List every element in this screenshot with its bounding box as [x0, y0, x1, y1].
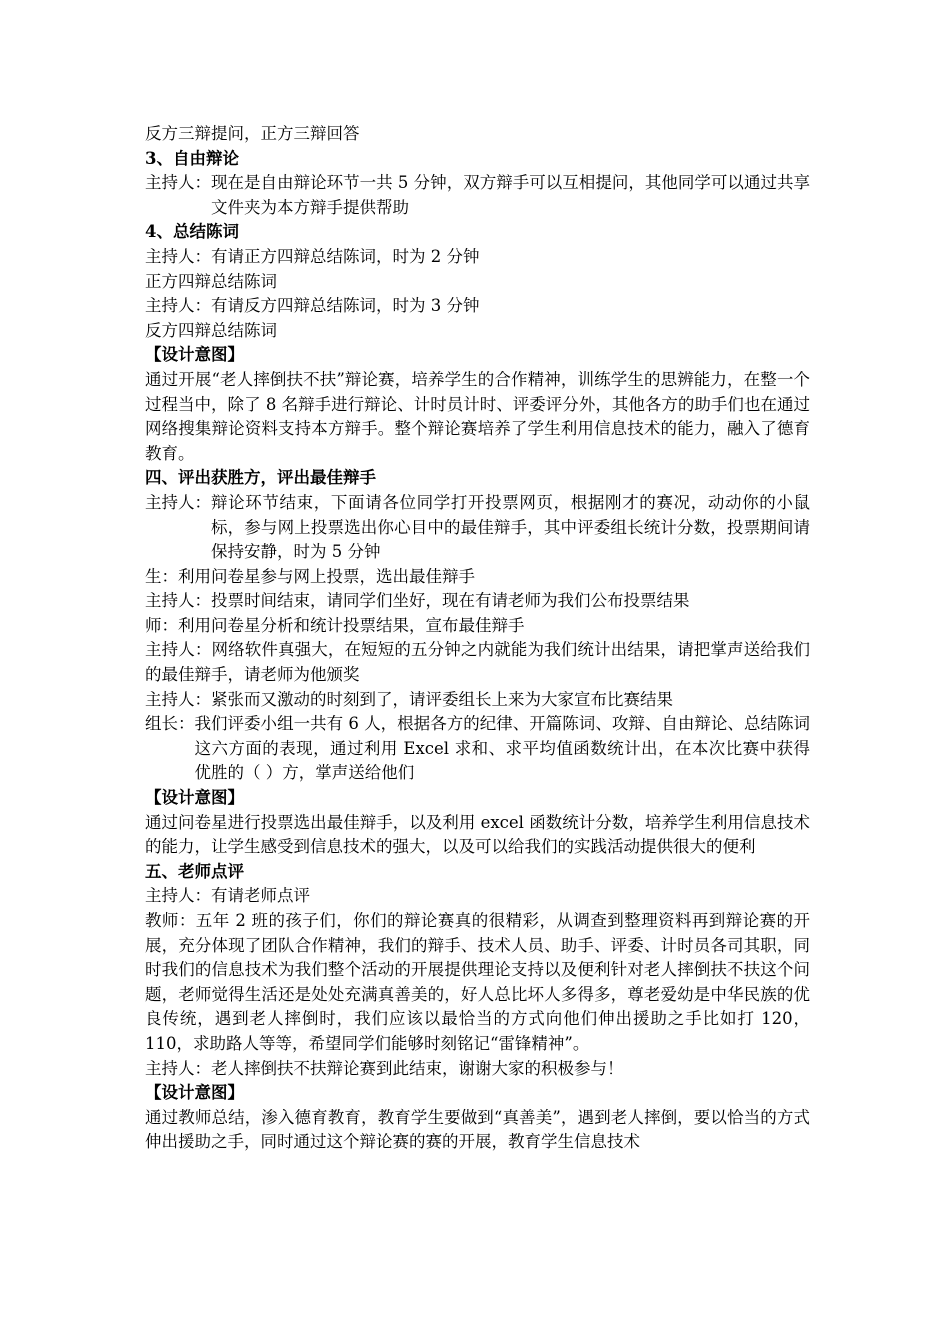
heading-section-four: 四、评出获胜方，评出最佳辩手 — [145, 468, 376, 488]
para-voting — [145, 491, 810, 565]
speaker-label: 主持人： — [145, 173, 211, 193]
voting-text: 辩论环节结束，下面请各位同学打开投票网页，根据刚才的赛况，动动你的小鼠标，参与网上投票选出你心目中的最佳辩手，其中评委组长统计分数，投票期间请保持安静，时为 5 分钟 — [211, 492, 810, 562]
heading-closing: 4、总结陈词 — [145, 222, 239, 242]
speaker-label: 主持人： — [145, 492, 211, 512]
design-intent-text-1: 通过开展“老人摔倒扶不扶”辩论赛，培养学生的合作精神，训练学生的思辨能力，在整一个过程当中，除了 8 名辩手进行辩论、计时员计时、评委评分外，其他各方的助手们也在通过网络搜集辩论资料支持本方辩手。整个辩论赛培养了学生利用信息技术的能力，融入了德育教育。 — [145, 369, 810, 463]
design-intent-title-3: 【设计意图】 — [145, 1083, 244, 1103]
line-closing-2: 正方四辩总结陈词 — [145, 271, 277, 291]
leader-text: 我们评委小组一共有 6 人，根据各方的纪律、开篇陈词、攻辩、自由辩论、总结陈词这六方面的表现，通过利用 Excel 求和、求平均值函数统计出，在本次比赛中获得优胜的（ ）方，掌声送给他们 — [194, 714, 810, 783]
line-host-end: 主持人：老人摔倒扶不扶辩论赛到此结束，谢谢大家的积极参与！ — [145, 1058, 624, 1078]
document-page — [145, 122, 810, 1155]
teacher-comment: 教师：五年 2 班的孩子们，你们的辩论赛真的很精彩，从调查到整理资料再到辩论赛的开展，充分体现了团队合作精神，我们的辩手、技术人员、助手、评委、计时员各司其职，同时我们的信息技术为我们整个活动的开展提供理论支持以及便利针对老人摔倒扶不扶这个问题，老师觉得生活还是处处充满真善美的，好人总比坏人多得多，尊老爱幼是中华民族的优良传统，遇到老人摔倒时，我们应该以最恰当的方式向他们伸出援助之手比如打 120，110，求助路人等等，希望同学们能够时刻铭记“雷锋精神”。 — [145, 911, 810, 1053]
line-host-invite: 主持人：有请老师点评 — [145, 886, 310, 906]
line-host-software: 主持人：网络软件真强大，在短短的五分钟之内就能为我们统计出结果，请把掌声送给我们的最佳辩手，请老师为他颁奖 — [145, 640, 810, 685]
speaker-label: 组长： — [145, 714, 195, 734]
design-intent-title-1: 【设计意图】 — [145, 345, 244, 365]
heading-section-five: 五、老师点评 — [145, 861, 244, 881]
line-vote-end: 主持人：投票时间结束，请同学们坐好，现在有请老师为我们公布投票结果 — [145, 591, 690, 611]
line-teacher-vote: 师：利用问卷星分析和统计投票结果，宣布最佳辩手 — [145, 615, 525, 635]
heading-free-debate: 3、自由辩论 — [145, 148, 239, 168]
line-student-vote: 生：利用问卷星参与网上投票，选出最佳辩手 — [145, 566, 475, 586]
design-intent-text-2: 通过问卷星进行投票选出最佳辩手，以及利用 excel 函数统计分数，培养学生利用信息技术的能力，让学生感受到信息技术的强大，以及可以给我们的实践活动提供很大的便利 — [145, 812, 810, 857]
free-debate-text: 现在是自由辩论环节一共 5 分钟，双方辩手可以互相提问，其他同学可以通过共享文件夹为本方辩手提供帮助 — [211, 173, 810, 217]
line-host-tense: 主持人：紧张而又激动的时刻到了，请评委组长上来为大家宣布比赛结果 — [145, 689, 673, 709]
line-closing-4: 反方四辩总结陈词 — [145, 320, 277, 340]
line-rebuttal-order: 反方三辩提问，正方三辩回答 — [145, 124, 360, 143]
design-intent-text-3: 通过教师总结，渗入德育教育，教育学生要做到“真善美”，遇到老人摔倒，要以恰当的方式伸出援助之手，同时通过这个辩论赛的赛的开展，教育学生信息技术 — [145, 1107, 810, 1152]
design-intent-title-2: 【设计意图】 — [145, 788, 244, 808]
para-free-debate — [145, 171, 810, 220]
para-leader — [145, 712, 810, 786]
line-closing-3: 主持人：有请反方四辩总结陈词，时为 3 分钟 — [145, 296, 480, 316]
line-closing-1: 主持人：有请正方四辩总结陈词，时为 2 分钟 — [145, 246, 480, 266]
